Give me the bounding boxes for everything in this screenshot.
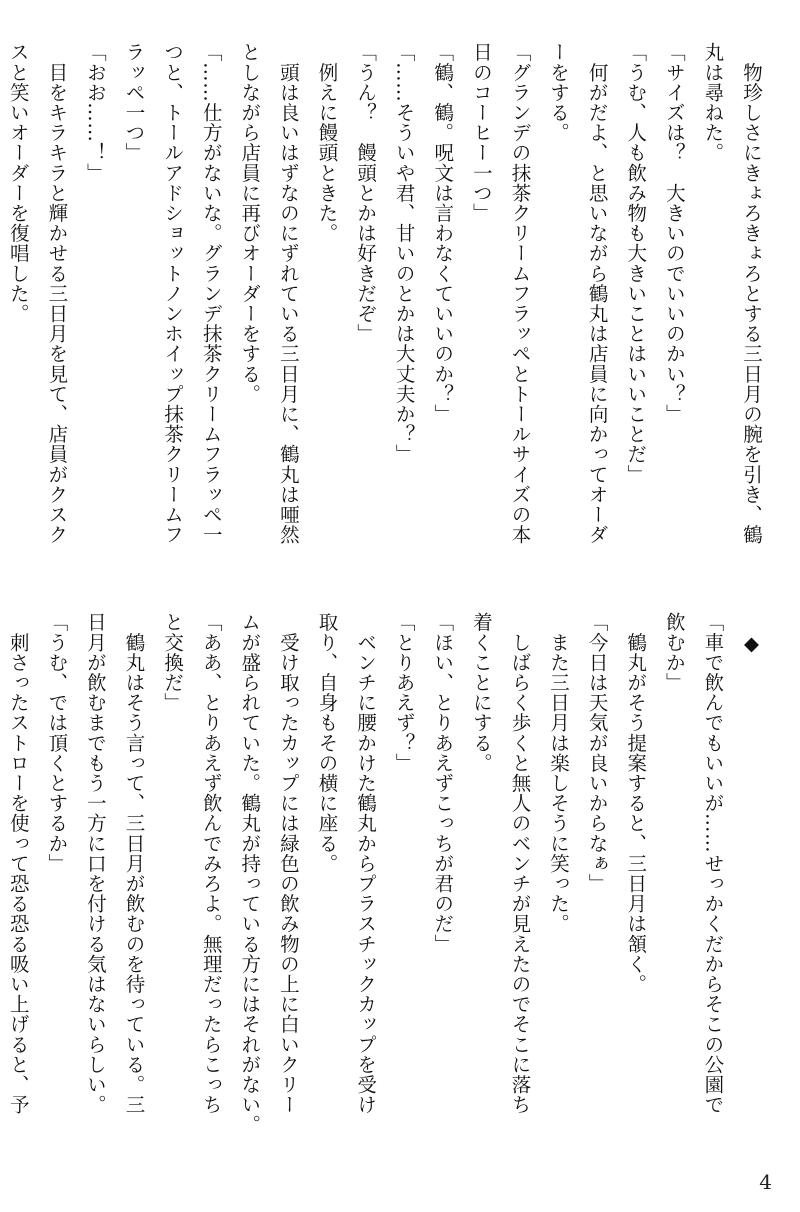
text-line: 着くことにする。 <box>469 612 493 773</box>
text-line: ムが盛られていた。鶴丸が持っている方にはそれがない。 <box>238 612 262 1135</box>
text-line: 物珍しさにきょろきょろとする三日月の腕を引き、鶴 <box>740 42 763 545</box>
text-line: つと、トールアドショットノンホイップ抹茶クリームフ <box>161 42 185 545</box>
text-line: 何がだよ、と思いながら鶴丸は店員に向かってオーダ <box>585 42 609 545</box>
text-line: 取り、自身もその横に座る。 <box>315 612 339 874</box>
text-line: ベンチに腰かけた鶴丸からプラスチックカップを受け <box>354 612 378 1115</box>
text-line: 「……そういや君、甘いのとかは大丈夫か？」 <box>392 42 416 465</box>
text-line: 受け取ったカップには緑色の飲み物の上に白いクリー <box>276 612 300 1115</box>
lower-text-block <box>6 612 770 1135</box>
text-line: と交換だ」 <box>161 612 185 713</box>
text-line: また三日月は楽しそうに笑った。 <box>547 612 571 934</box>
text-line: 日のコーヒー一つ」 <box>469 42 493 223</box>
text-line: 鶴丸がそう提案すると、三日月は頷く。 <box>624 612 648 994</box>
text-line: 刺さったストローを使って恐る恐る吸い上げると、予 <box>6 612 30 1115</box>
text-line: 「おお……！」 <box>83 42 107 183</box>
page-number: 4 <box>759 1170 772 1194</box>
text-line: 例えに饅頭ときた。 <box>315 42 339 243</box>
text-line: 「鶴、鶴。呪文は言わなくていいのか？」 <box>431 42 455 424</box>
upper-text-block <box>6 42 770 552</box>
text-line: 「うむ、では頂くとするか」 <box>45 612 69 874</box>
text-line: ◆ <box>740 612 763 656</box>
text-line: スと笑いオーダーを復唱した。 <box>6 42 30 324</box>
text-line: 「うむ、人も飲み物も大きいことはいいことだ」 <box>624 42 648 485</box>
text-line: 「グランデの抹茶クリームフラッペとトールサイズの本 <box>508 42 532 545</box>
text-line: 「サイズは？ 大きいのでいいのかい？」 <box>662 42 686 424</box>
text-line: 頭は良いはずなのにずれている三日月に、鶴丸は唖然 <box>276 42 300 545</box>
text-line: 日月が飲むまでもう一方に口を付ける気はないらしい。 <box>83 612 107 1115</box>
text-line: 「うん？ 饅頭とかは好きだぞ」 <box>354 42 378 344</box>
text-line: 「とりあえず？」 <box>392 612 416 773</box>
text-line: 丸は尋ねた。 <box>701 42 725 163</box>
text-line: 「今日は天気が良いからなぁ」 <box>585 612 609 894</box>
text-line: 「ほい、とりあえずこっちが君のだ」 <box>431 612 455 954</box>
text-line: 飲むか」 <box>662 612 686 693</box>
text-line: 鶴丸はそう言って、三日月が飲むのを待っている。三 <box>122 612 146 1115</box>
text-line: ラッペ一つ」 <box>122 42 146 163</box>
text-line: しばらく歩くと無人のベンチが見えたのでそこに落ち <box>508 612 532 1115</box>
text-line: ーをする。 <box>547 42 571 143</box>
text-line: 「……仕方がないな。グランデ抹茶クリームフラッペ一 <box>199 42 223 545</box>
text-line: としながら店員に再びオーダーをする。 <box>238 42 262 404</box>
text-line: 目をキラキラと輝かせる三日月を見て、店員がクスク <box>45 42 69 545</box>
text-line: 「車で飲んでもいいが……せっかくだからそこの公園で <box>701 612 725 1115</box>
text-line: 「ああ、とりあえず飲んでみろよ。無理だったらこっち <box>199 612 223 1115</box>
